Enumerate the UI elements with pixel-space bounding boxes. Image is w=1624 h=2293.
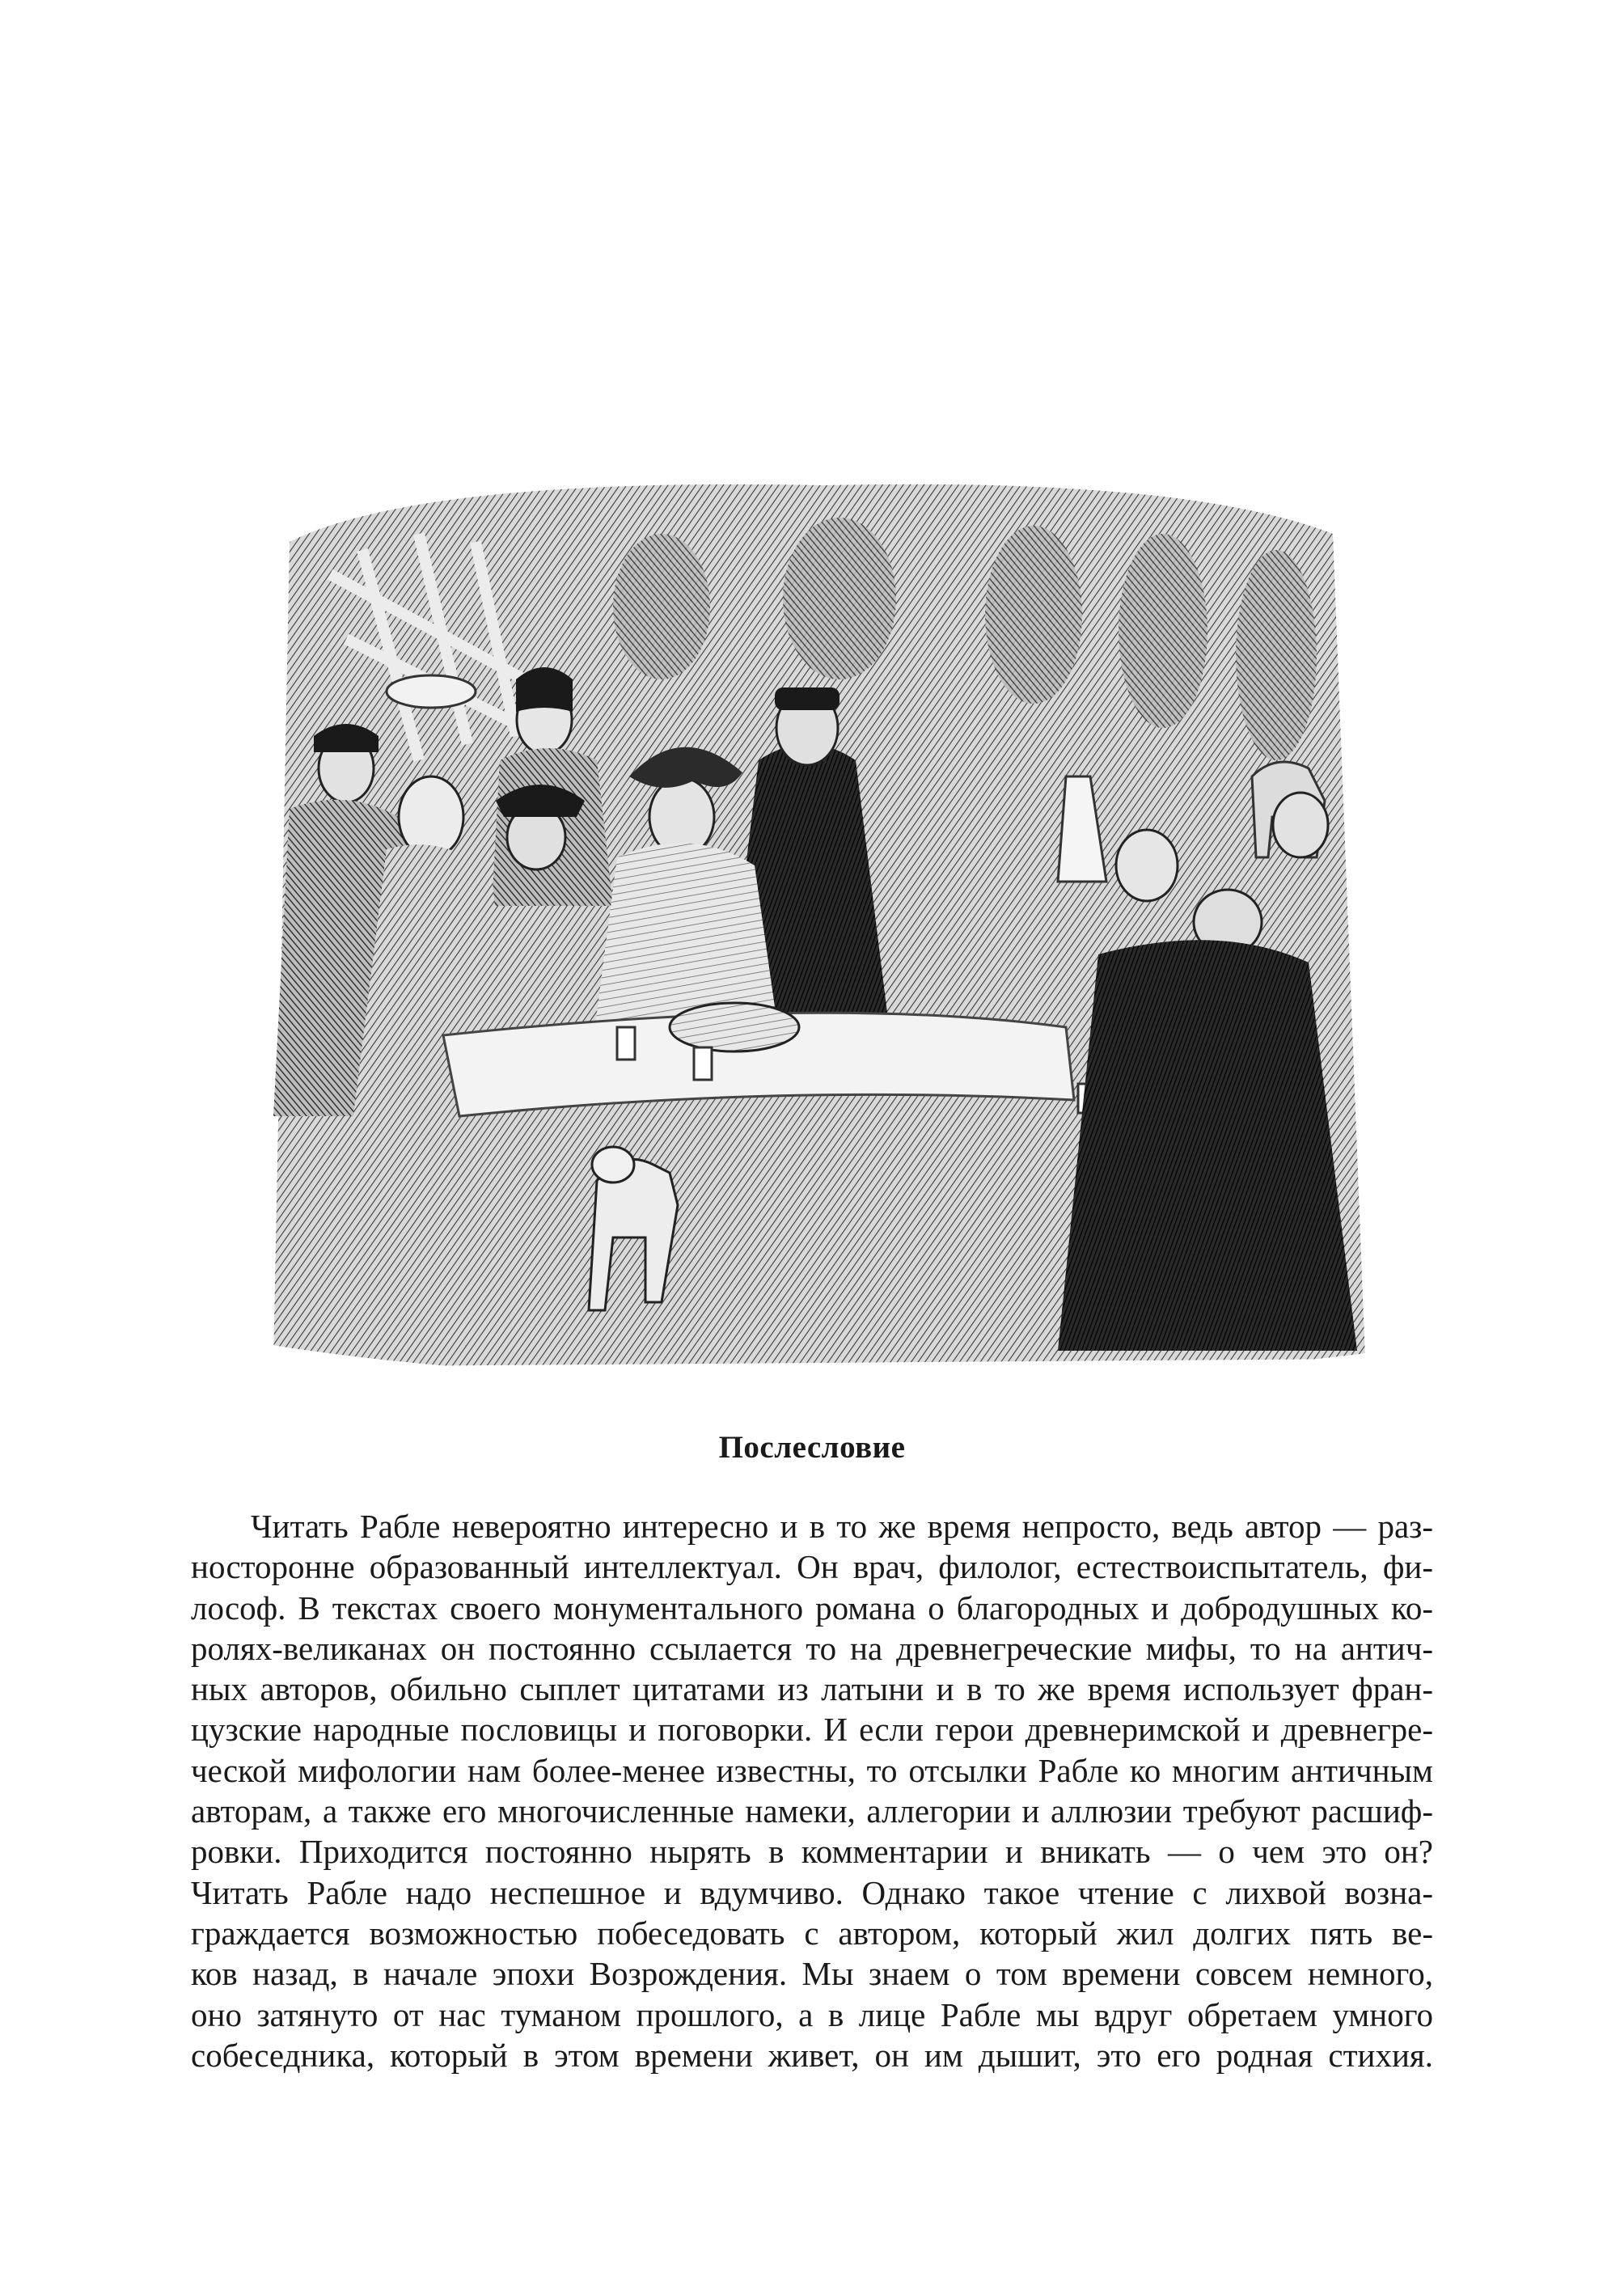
- text-line: цузские народные пословицы и поговорки. И если герои древнеримской и древнегре-: [191, 1711, 1433, 1749]
- text-line: Читать Рабле надо неспешное и вдумчиво. Однако такое чтение с лихвой возна-: [191, 1873, 1433, 1911]
- text-line: граждается возможностью побеседовать с автором, который жил долгих пять ве-: [191, 1914, 1433, 1952]
- text-line: ных авторов, обильно сыплет цитатами из латыни и в то же время использует фран-: [191, 1670, 1433, 1708]
- text-line: носторонне образованный интеллектуал. Он врач, филолог, естествоиспытатель, фи-: [191, 1548, 1433, 1586]
- text-line: Читать Рабле невероятно интересно и в то же время непросто, ведь автор — раз-: [251, 1508, 1433, 1545]
- text-line: лософ. В текстах своего монументального романа о благородных и добродушных ко-: [191, 1589, 1433, 1627]
- text-line: ровки. Приходится постоянно нырять в комментарии и вникать — о чем это он?: [191, 1833, 1433, 1871]
- banquet-engraving: [257, 469, 1385, 1383]
- text-line: собеседника, который в этом времени живет, он им дышит, это его родная стихия.: [191, 2036, 1433, 2074]
- text-line: оно затянуто от нас туманом прошлого, а в лице Рабле мы вдруг обретаем умного: [191, 1995, 1433, 2033]
- afterword-paragraph: [191, 1506, 1433, 2075]
- text-line: авторам, а также его многочисленные намеки, аллегории и аллюзии требуют расшиф-: [191, 1792, 1433, 1830]
- text-line: ков назад, в начале эпохи Возрождения. Мы знаем о том времени совсем немного,: [191, 1955, 1433, 1993]
- text-line: ролях-великанах он постоянно ссылается то на древнегреческие мифы, то на антич-: [191, 1629, 1433, 1667]
- page-title: Послесловие: [718, 1430, 906, 1465]
- text-line: ческой мифологии нам более-менее известны, то отсылки Рабле ко многим античным: [191, 1751, 1433, 1789]
